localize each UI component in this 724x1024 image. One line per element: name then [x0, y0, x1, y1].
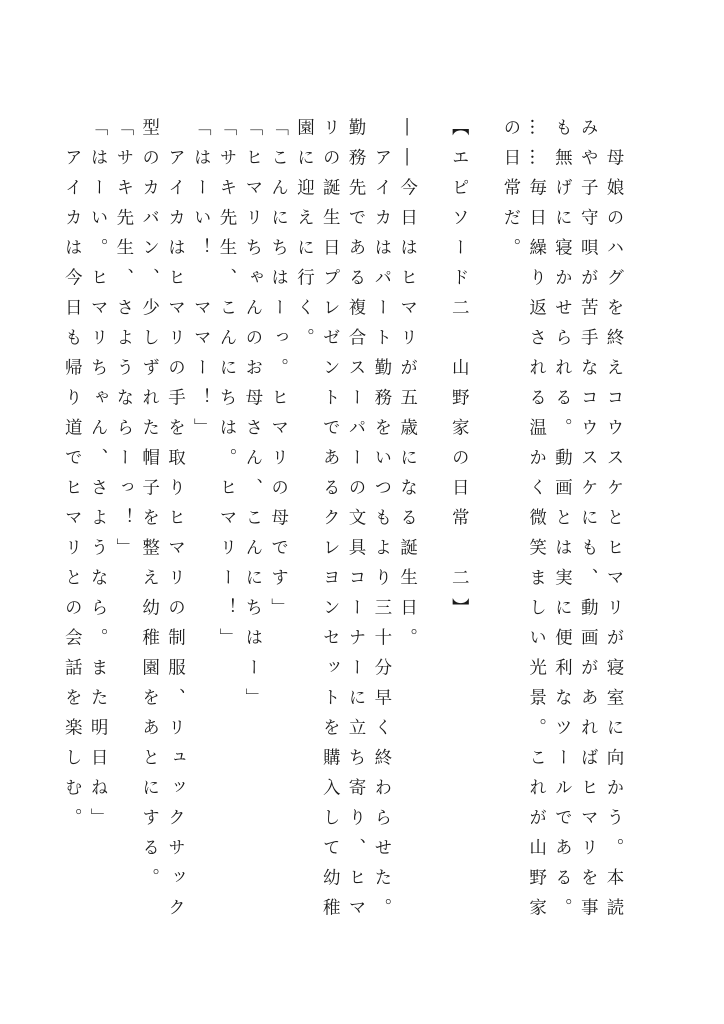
paragraph: 母娘のハグを終えコウスケとヒマリが寝室に向かう。本読みや子守唄が苦手なコウスケにも、動画があればヒマリを事も無げに寝かせられる。動画とは実に便利なツールである。 [552, 118, 624, 928]
dialogue-line: 「サキ先生、こんにちは。ヒマリー！」 [217, 118, 238, 658]
paragraph: ……毎日繰り返される温かく微笑ましい光景。これが山野家の日常だ。 [500, 118, 547, 928]
paragraph: アイカはパート勤務をいつもより三十分早く終わらせた。勤務先である複合スーパーの文具コーナーに立ち寄り、ヒマリの誕生日プレゼントであるクレヨンセットを購入して幼稚園に迎えに行く。 [294, 118, 392, 928]
dialogue-line: 「ヒマリちゃんのお母さん、こんにちはー」 [242, 118, 263, 718]
body-text [62, 118, 626, 938]
paragraph: アイカは今日も帰り道でヒマリとの会話を楽しむ。 [62, 118, 83, 838]
paragraph: アイカはヒマリの手を取りヒマリの制服、リュックサック型のカバン、少しずれた帽子を整え幼稚園をあとにする。 [139, 118, 186, 928]
blank-line [420, 118, 446, 938]
dialogue-line: 「はーい。ヒマリちゃん、さようなら。また明日ね」 [88, 118, 109, 838]
paragraph: ――今日はヒマリが五歳になる誕生日。 [397, 118, 418, 658]
dialogue-line: 「サキ先生、さようならーっ！」 [113, 118, 134, 568]
dialogue-line: 「はーい！ ママー！」 [191, 118, 212, 448]
dialogue-line: 「こんにちはーっ。ヒマリの母です」 [268, 118, 289, 628]
episode-heading: 【エピソード二 山野家の日常 二】 [449, 118, 470, 628]
blank-line [471, 118, 497, 938]
